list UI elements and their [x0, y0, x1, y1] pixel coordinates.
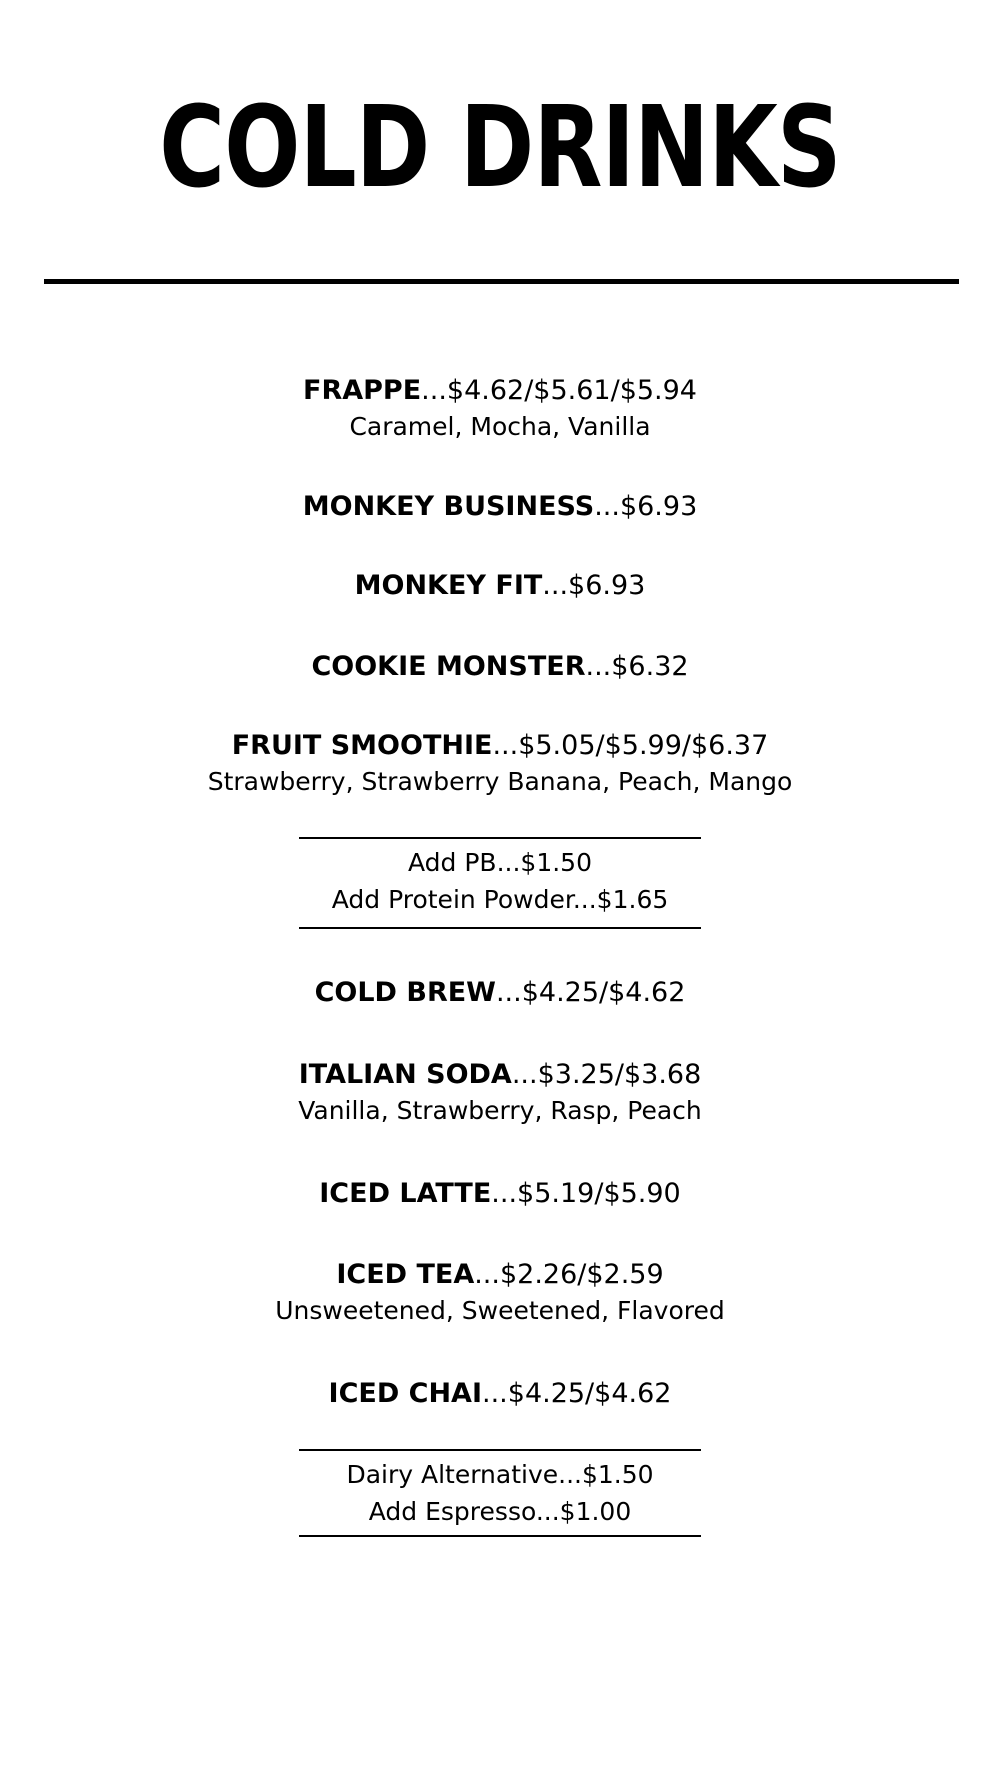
- item-line: [0, 975, 1000, 1011]
- menu-item-iced-latte: [0, 1176, 1000, 1212]
- menu-item-frappe: [0, 373, 1000, 445]
- item-price: $6.93: [568, 570, 646, 601]
- item-separator: ...: [542, 570, 569, 601]
- addon-divider-bottom: [299, 927, 701, 929]
- menu-item-iced-chai: [0, 1376, 1000, 1412]
- menu-item-fruit-smoothie: [0, 728, 1000, 800]
- item-line: [0, 489, 1000, 525]
- item-line: [0, 373, 1000, 409]
- item-name: ITALIAN SODA: [298, 1059, 512, 1090]
- item-separator: ...: [511, 1059, 538, 1090]
- title-divider: [44, 279, 959, 284]
- item-price: $6.32: [611, 651, 689, 682]
- item-name: MONKEY BUSINESS: [302, 491, 595, 522]
- addon-divider-bottom: [299, 1535, 701, 1537]
- item-line: [0, 1176, 1000, 1212]
- menu-item-cold-brew: [0, 975, 1000, 1011]
- item-name: ICED CHAI: [328, 1378, 483, 1409]
- item-line: [0, 1057, 1000, 1093]
- item-name: ICED TEA: [336, 1259, 475, 1290]
- item-separator: ...: [482, 1378, 508, 1409]
- item-name: MONKEY FIT: [354, 570, 543, 601]
- item-name: FRAPPE: [303, 375, 422, 406]
- item-separator: ...: [474, 1259, 500, 1290]
- page-title: COLD DRINKS: [159, 83, 841, 213]
- item-price: $4.25/$4.62: [507, 1378, 672, 1409]
- item-description: Vanilla, Strawberry, Rasp, Peach: [298, 1096, 702, 1125]
- menu-item-cookie-monster: [0, 649, 1000, 685]
- item-name: ICED LATTE: [319, 1178, 492, 1209]
- addon-divider-top: [299, 1449, 701, 1451]
- addon-item: Add Espresso...$1.00: [368, 1497, 632, 1526]
- item-description: Unsweetened, Sweetened, Flavored: [275, 1296, 725, 1325]
- menu-item-italian-soda: [0, 1057, 1000, 1129]
- addon-item: Add Protein Powder...$1.65: [331, 885, 669, 914]
- item-price: $6.93: [619, 491, 698, 522]
- menu-item-monkey-business: [0, 489, 1000, 525]
- item-name: COLD BREW: [314, 977, 496, 1008]
- item-line: [0, 649, 1000, 685]
- item-price: $4.62/$5.61/$5.94: [446, 375, 697, 406]
- addon-divider-top: [299, 837, 701, 839]
- item-description: Caramel, Mocha, Vanilla: [349, 412, 651, 441]
- item-separator: ...: [495, 977, 522, 1008]
- item-line: [0, 568, 1000, 604]
- menu-item-monkey-fit: [0, 568, 1000, 604]
- item-separator: ...: [492, 730, 519, 761]
- addon-item: Dairy Alternative...$1.50: [346, 1460, 654, 1489]
- menu-item-iced-tea: [0, 1257, 1000, 1329]
- item-price: $5.05/$5.99/$6.37: [518, 730, 769, 761]
- addon-item: Add PB...$1.50: [408, 848, 592, 877]
- item-separator: ...: [491, 1178, 518, 1209]
- item-name: COOKIE MONSTER: [311, 651, 586, 682]
- item-line: [0, 728, 1000, 764]
- item-price: $2.26/$2.59: [499, 1259, 664, 1290]
- item-separator: ...: [594, 491, 620, 522]
- item-price: $3.25/$3.68: [537, 1059, 702, 1090]
- item-price: $4.25/$4.62: [521, 977, 686, 1008]
- item-separator: ...: [585, 651, 612, 682]
- item-separator: ...: [421, 375, 447, 406]
- item-line: [0, 1376, 1000, 1412]
- item-name: FRUIT SMOOTHIE: [231, 730, 493, 761]
- item-description: Strawberry, Strawberry Banana, Peach, Mango: [207, 767, 793, 796]
- item-price: $5.19/$5.90: [517, 1178, 681, 1209]
- item-line: [0, 1257, 1000, 1293]
